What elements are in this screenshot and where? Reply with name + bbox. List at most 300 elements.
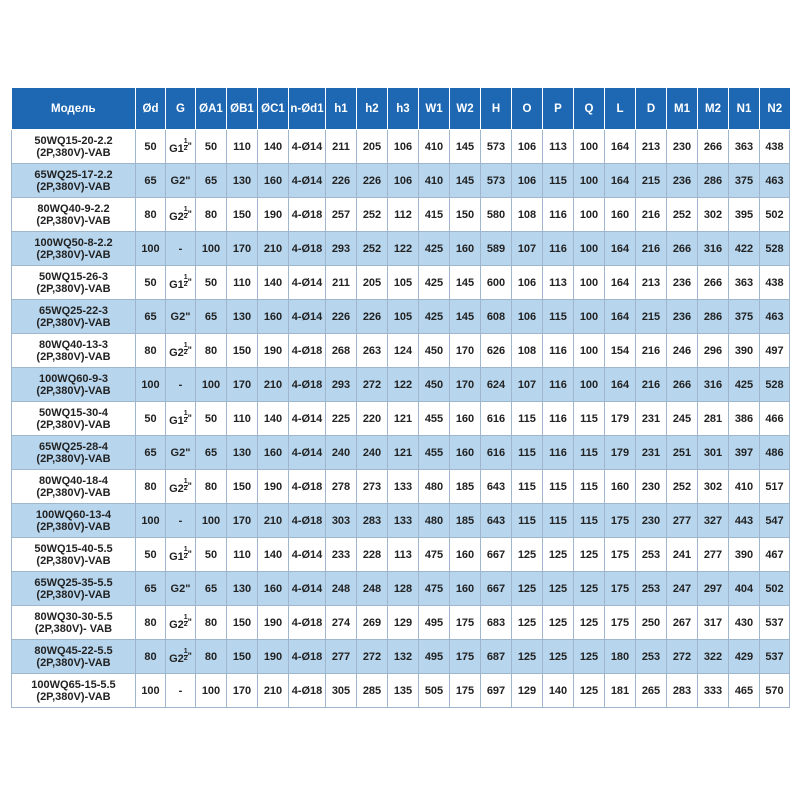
diameter-cell: 80: [136, 606, 166, 640]
value-cell: 248: [357, 572, 388, 606]
diameter-cell: 100: [136, 368, 166, 402]
model-cell: [12, 538, 136, 572]
value-cell: 4-Ø18: [289, 674, 326, 708]
fraction-numerator: 1: [183, 545, 188, 553]
value-cell: 573: [481, 164, 512, 198]
value-cell: 140: [543, 674, 574, 708]
value-cell: 495: [419, 606, 450, 640]
value-cell: 128: [388, 572, 419, 606]
value-cell: 50: [196, 130, 227, 164]
value-cell: 4-Ø18: [289, 198, 326, 232]
fraction-numerator: 1: [183, 647, 188, 655]
thread-cell: [166, 300, 196, 334]
model-name: 80WQ40-9-2.2: [37, 202, 110, 215]
thread-cell: [166, 640, 196, 674]
value-cell: 80: [196, 198, 227, 232]
value-cell: 170: [450, 368, 481, 402]
value-cell: 4-Ø18: [289, 640, 326, 674]
value-cell: 116: [543, 402, 574, 436]
value-cell: 107: [512, 232, 543, 266]
value-cell: 528: [760, 368, 790, 402]
value-cell: 252: [667, 470, 698, 504]
thread-size: G2": [170, 310, 191, 323]
value-cell: 667: [481, 572, 512, 606]
value-cell: 248: [326, 572, 357, 606]
fraction-denominator: 2: [183, 348, 188, 356]
column-header: Q: [574, 88, 605, 130]
model-cell: [12, 402, 136, 436]
value-cell: 480: [419, 504, 450, 538]
value-cell: 115: [574, 402, 605, 436]
value-cell: 667: [481, 538, 512, 572]
value-cell: 303: [326, 504, 357, 538]
value-cell: 150: [227, 334, 258, 368]
model-cell: [12, 470, 136, 504]
fraction-denominator: 2: [183, 552, 188, 560]
model-cell: [12, 232, 136, 266]
inch-mark: ": [187, 548, 192, 559]
value-cell: 170: [227, 368, 258, 402]
column-header: Модель: [12, 88, 136, 130]
value-cell: 272: [667, 640, 698, 674]
value-cell: 225: [326, 402, 357, 436]
value-cell: 443: [729, 504, 760, 538]
value-cell: 266: [667, 232, 698, 266]
diameter-cell: 50: [136, 266, 166, 300]
value-cell: 253: [636, 640, 667, 674]
value-cell: 240: [357, 436, 388, 470]
thread-size: G2: [169, 652, 184, 665]
table-row: [12, 334, 790, 368]
inch-mark: ": [187, 480, 192, 491]
column-header: ØA1: [196, 88, 227, 130]
value-cell: 410: [419, 130, 450, 164]
thread-cell: [166, 402, 196, 436]
column-header: G: [166, 88, 196, 130]
value-cell: 100: [574, 266, 605, 300]
value-cell: 175: [605, 504, 636, 538]
model-name: 100WQ65-15-5.5: [31, 678, 116, 691]
value-cell: 450: [419, 368, 450, 402]
value-cell: 467: [760, 538, 790, 572]
value-cell: 164: [605, 164, 636, 198]
model-spec: (2P,380V)-VAB: [36, 588, 111, 601]
value-cell: 266: [698, 130, 729, 164]
value-cell: 106: [388, 130, 419, 164]
value-cell: 211: [326, 266, 357, 300]
value-cell: 205: [357, 130, 388, 164]
fraction-denominator: 2: [183, 484, 188, 492]
value-cell: 113: [543, 130, 574, 164]
table-row: [12, 198, 790, 232]
value-cell: 4-Ø18: [289, 232, 326, 266]
value-cell: 230: [636, 504, 667, 538]
value-cell: 274: [326, 606, 357, 640]
value-cell: 133: [388, 470, 419, 504]
diameter-cell: 65: [136, 300, 166, 334]
value-cell: 231: [636, 402, 667, 436]
value-cell: 115: [543, 504, 574, 538]
model-cell: [12, 130, 136, 164]
fraction-numerator: 1: [183, 137, 188, 145]
value-cell: 265: [636, 674, 667, 708]
value-cell: 425: [419, 266, 450, 300]
fraction-denominator: 2: [183, 212, 188, 220]
value-cell: 616: [481, 436, 512, 470]
value-cell: 160: [258, 572, 289, 606]
diameter-cell: 80: [136, 640, 166, 674]
model-name: 100WQ60-13-4: [35, 508, 112, 521]
value-cell: 115: [512, 504, 543, 538]
value-cell: 164: [605, 266, 636, 300]
value-cell: 226: [357, 164, 388, 198]
thread-size: G1: [169, 550, 184, 563]
value-cell: 116: [543, 198, 574, 232]
column-header: L: [605, 88, 636, 130]
value-cell: 140: [258, 130, 289, 164]
model-cell: [12, 300, 136, 334]
value-cell: 125: [574, 572, 605, 606]
value-cell: 150: [227, 606, 258, 640]
model-spec: (2P,380V)-VAB: [36, 520, 111, 533]
value-cell: 455: [419, 402, 450, 436]
value-cell: 190: [258, 640, 289, 674]
value-cell: 50: [196, 266, 227, 300]
model-spec: (2P,380V)-VAB: [36, 282, 111, 295]
value-cell: 268: [326, 334, 357, 368]
value-cell: 537: [760, 606, 790, 640]
value-cell: 277: [667, 504, 698, 538]
value-cell: 589: [481, 232, 512, 266]
value-cell: 116: [543, 436, 574, 470]
value-cell: 438: [760, 266, 790, 300]
table-row: [12, 572, 790, 606]
fraction-denominator: 2: [183, 280, 188, 288]
model-spec: (2P,380V)-VAB: [36, 452, 111, 465]
model-spec: (2P,380V)-VAB: [36, 350, 111, 363]
diameter-cell: 80: [136, 198, 166, 232]
value-cell: 475: [419, 572, 450, 606]
value-cell: 4-Ø14: [289, 572, 326, 606]
thread-size: -: [178, 378, 183, 391]
column-header: h2: [357, 88, 388, 130]
model-spec: (2P,380V)-VAB: [36, 656, 111, 669]
value-cell: 246: [667, 334, 698, 368]
column-header: n-Ød1: [289, 88, 326, 130]
value-cell: 105: [388, 266, 419, 300]
value-cell: 210: [258, 504, 289, 538]
model-spec: (2P,380V)- VAB: [34, 622, 113, 635]
column-header: H: [481, 88, 512, 130]
value-cell: 220: [357, 402, 388, 436]
value-cell: 190: [258, 470, 289, 504]
value-cell: 4-Ø18: [289, 504, 326, 538]
thread-cell: [166, 198, 196, 232]
value-cell: 404: [729, 572, 760, 606]
value-cell: 643: [481, 470, 512, 504]
value-cell: 465: [729, 674, 760, 708]
value-cell: 283: [667, 674, 698, 708]
diameter-cell: 80: [136, 334, 166, 368]
thread-cell: [166, 538, 196, 572]
value-cell: 100: [196, 674, 227, 708]
value-cell: 65: [196, 300, 227, 334]
value-cell: 185: [450, 504, 481, 538]
table-row: [12, 368, 790, 402]
model-spec: (2P,380V)-VAB: [36, 316, 111, 329]
model-cell: [12, 640, 136, 674]
column-header: D: [636, 88, 667, 130]
value-cell: 50: [196, 402, 227, 436]
value-cell: 228: [357, 538, 388, 572]
value-cell: 129: [388, 606, 419, 640]
value-cell: 170: [227, 674, 258, 708]
table-row: [12, 402, 790, 436]
fraction-numerator: 1: [183, 409, 188, 417]
value-cell: 175: [450, 640, 481, 674]
value-cell: 175: [450, 674, 481, 708]
fraction-numerator: 1: [183, 477, 188, 485]
value-cell: 245: [667, 402, 698, 436]
value-cell: 164: [605, 130, 636, 164]
value-cell: 502: [760, 198, 790, 232]
model-name: 80WQ40-18-4: [38, 474, 109, 487]
value-cell: 422: [729, 232, 760, 266]
value-cell: 115: [543, 300, 574, 334]
value-cell: 293: [326, 368, 357, 402]
model-cell: [12, 674, 136, 708]
value-cell: 286: [698, 300, 729, 334]
fraction-denominator: 2: [183, 654, 188, 662]
value-cell: 4-Ø14: [289, 164, 326, 198]
value-cell: 150: [227, 640, 258, 674]
value-cell: 145: [450, 300, 481, 334]
value-cell: 115: [574, 470, 605, 504]
diameter-cell: 50: [136, 130, 166, 164]
value-cell: 425: [729, 368, 760, 402]
value-cell: 425: [419, 232, 450, 266]
value-cell: 80: [196, 606, 227, 640]
value-cell: 4-Ø18: [289, 606, 326, 640]
inch-mark: ": [187, 650, 192, 661]
value-cell: 480: [419, 470, 450, 504]
value-cell: 145: [450, 130, 481, 164]
table-body: [12, 130, 790, 708]
model-spec: (2P,380V)-VAB: [36, 486, 111, 499]
value-cell: 302: [698, 198, 729, 232]
value-cell: 130: [227, 300, 258, 334]
value-cell: 455: [419, 436, 450, 470]
value-cell: 115: [574, 504, 605, 538]
value-cell: 410: [729, 470, 760, 504]
thread-size: G2: [169, 618, 184, 631]
value-cell: 4-Ø18: [289, 334, 326, 368]
value-cell: 65: [196, 436, 227, 470]
value-cell: 257: [326, 198, 357, 232]
model-spec: (2P,380V)-VAB: [36, 418, 111, 431]
value-cell: 626: [481, 334, 512, 368]
model-cell: [12, 368, 136, 402]
fraction-denominator: 2: [183, 620, 188, 628]
value-cell: 110: [227, 266, 258, 300]
thread-size: G2": [170, 174, 191, 187]
value-cell: 375: [729, 164, 760, 198]
value-cell: 216: [636, 198, 667, 232]
diameter-cell: 65: [136, 572, 166, 606]
model-cell: [12, 266, 136, 300]
value-cell: 154: [605, 334, 636, 368]
value-cell: 213: [636, 266, 667, 300]
value-cell: 100: [196, 368, 227, 402]
model-cell: [12, 198, 136, 232]
value-cell: 150: [227, 198, 258, 232]
value-cell: 179: [605, 402, 636, 436]
thread-size: -: [178, 242, 183, 255]
value-cell: 160: [450, 402, 481, 436]
value-cell: 100: [574, 130, 605, 164]
value-cell: 215: [636, 164, 667, 198]
model-name: 50WQ15-30-4: [38, 406, 109, 419]
value-cell: 122: [388, 368, 419, 402]
value-cell: 624: [481, 368, 512, 402]
value-cell: 106: [512, 130, 543, 164]
value-cell: 517: [760, 470, 790, 504]
model-spec: (2P,380V)-VAB: [36, 248, 111, 261]
diameter-cell: 80: [136, 470, 166, 504]
inch-mark: ": [187, 208, 192, 219]
value-cell: 80: [196, 334, 227, 368]
value-cell: 466: [760, 402, 790, 436]
value-cell: 140: [258, 266, 289, 300]
fraction-numerator: 1: [183, 613, 188, 621]
value-cell: 252: [667, 198, 698, 232]
value-cell: 415: [419, 198, 450, 232]
model-spec: (2P,380V)-VAB: [36, 180, 111, 193]
value-cell: 135: [388, 674, 419, 708]
value-cell: 302: [698, 470, 729, 504]
value-cell: 230: [667, 130, 698, 164]
model-spec: (2P,380V)-VAB: [36, 214, 111, 227]
value-cell: 160: [258, 300, 289, 334]
value-cell: 250: [636, 606, 667, 640]
model-name: 65WQ25-17-2.2: [34, 168, 113, 181]
value-cell: 185: [450, 470, 481, 504]
value-cell: 425: [419, 300, 450, 334]
value-cell: 65: [196, 572, 227, 606]
model-name: 65WQ25-35-5.5: [34, 576, 113, 589]
value-cell: 285: [357, 674, 388, 708]
model-name: 50WQ15-40-5.5: [34, 542, 113, 555]
value-cell: 580: [481, 198, 512, 232]
value-cell: 278: [326, 470, 357, 504]
model-cell: [12, 606, 136, 640]
value-cell: 121: [388, 402, 419, 436]
value-cell: 80: [196, 470, 227, 504]
thread-size: G2: [169, 346, 184, 359]
table-row: [12, 164, 790, 198]
thread-cell: [166, 674, 196, 708]
value-cell: 115: [512, 470, 543, 504]
value-cell: 4-Ø14: [289, 538, 326, 572]
value-cell: 125: [543, 606, 574, 640]
model-spec: (2P,380V)-VAB: [36, 690, 111, 703]
value-cell: 100: [574, 334, 605, 368]
value-cell: 106: [388, 164, 419, 198]
thread-size: G2: [169, 482, 184, 495]
value-cell: 4-Ø14: [289, 402, 326, 436]
value-cell: 121: [388, 436, 419, 470]
value-cell: 116: [543, 334, 574, 368]
value-cell: 112: [388, 198, 419, 232]
value-cell: 125: [543, 640, 574, 674]
column-header: ØB1: [227, 88, 258, 130]
table-row: [12, 674, 790, 708]
value-cell: 266: [667, 368, 698, 402]
value-cell: 4-Ø18: [289, 368, 326, 402]
value-cell: 616: [481, 402, 512, 436]
value-cell: 277: [698, 538, 729, 572]
value-cell: 179: [605, 436, 636, 470]
fraction-denominator: 2: [183, 416, 188, 424]
value-cell: 180: [605, 640, 636, 674]
value-cell: 116: [543, 368, 574, 402]
value-cell: 125: [543, 538, 574, 572]
value-cell: 267: [667, 606, 698, 640]
value-cell: 125: [574, 640, 605, 674]
value-cell: 273: [357, 470, 388, 504]
model-name: 80WQ45-22-5.5: [34, 644, 113, 657]
value-cell: 495: [419, 640, 450, 674]
value-cell: 395: [729, 198, 760, 232]
value-cell: 100: [574, 164, 605, 198]
value-cell: 429: [729, 640, 760, 674]
value-cell: 170: [227, 232, 258, 266]
value-cell: 100: [196, 232, 227, 266]
value-cell: 643: [481, 504, 512, 538]
value-cell: 305: [326, 674, 357, 708]
value-cell: 50: [196, 538, 227, 572]
table-header: [12, 88, 790, 130]
thread-size: G1: [169, 414, 184, 427]
diameter-cell: 100: [136, 232, 166, 266]
value-cell: 528: [760, 232, 790, 266]
thread-cell: [166, 436, 196, 470]
value-cell: 160: [258, 436, 289, 470]
value-cell: 226: [326, 300, 357, 334]
value-cell: 108: [512, 334, 543, 368]
thread-size: G2": [170, 446, 191, 459]
value-cell: 125: [512, 640, 543, 674]
model-cell: [12, 572, 136, 606]
value-cell: 122: [388, 232, 419, 266]
spec-table-wrapper: [11, 88, 789, 708]
model-spec: (2P,380V)-VAB: [36, 146, 111, 159]
diameter-cell: 100: [136, 504, 166, 538]
value-cell: 115: [512, 402, 543, 436]
diameter-cell: 65: [136, 164, 166, 198]
value-cell: 160: [450, 232, 481, 266]
value-cell: 115: [543, 470, 574, 504]
thread-cell: [166, 266, 196, 300]
value-cell: 363: [729, 266, 760, 300]
value-cell: 293: [326, 232, 357, 266]
thread-cell: [166, 130, 196, 164]
value-cell: 170: [450, 334, 481, 368]
value-cell: 247: [667, 572, 698, 606]
value-cell: 537: [760, 640, 790, 674]
value-cell: 269: [357, 606, 388, 640]
value-cell: 160: [605, 198, 636, 232]
